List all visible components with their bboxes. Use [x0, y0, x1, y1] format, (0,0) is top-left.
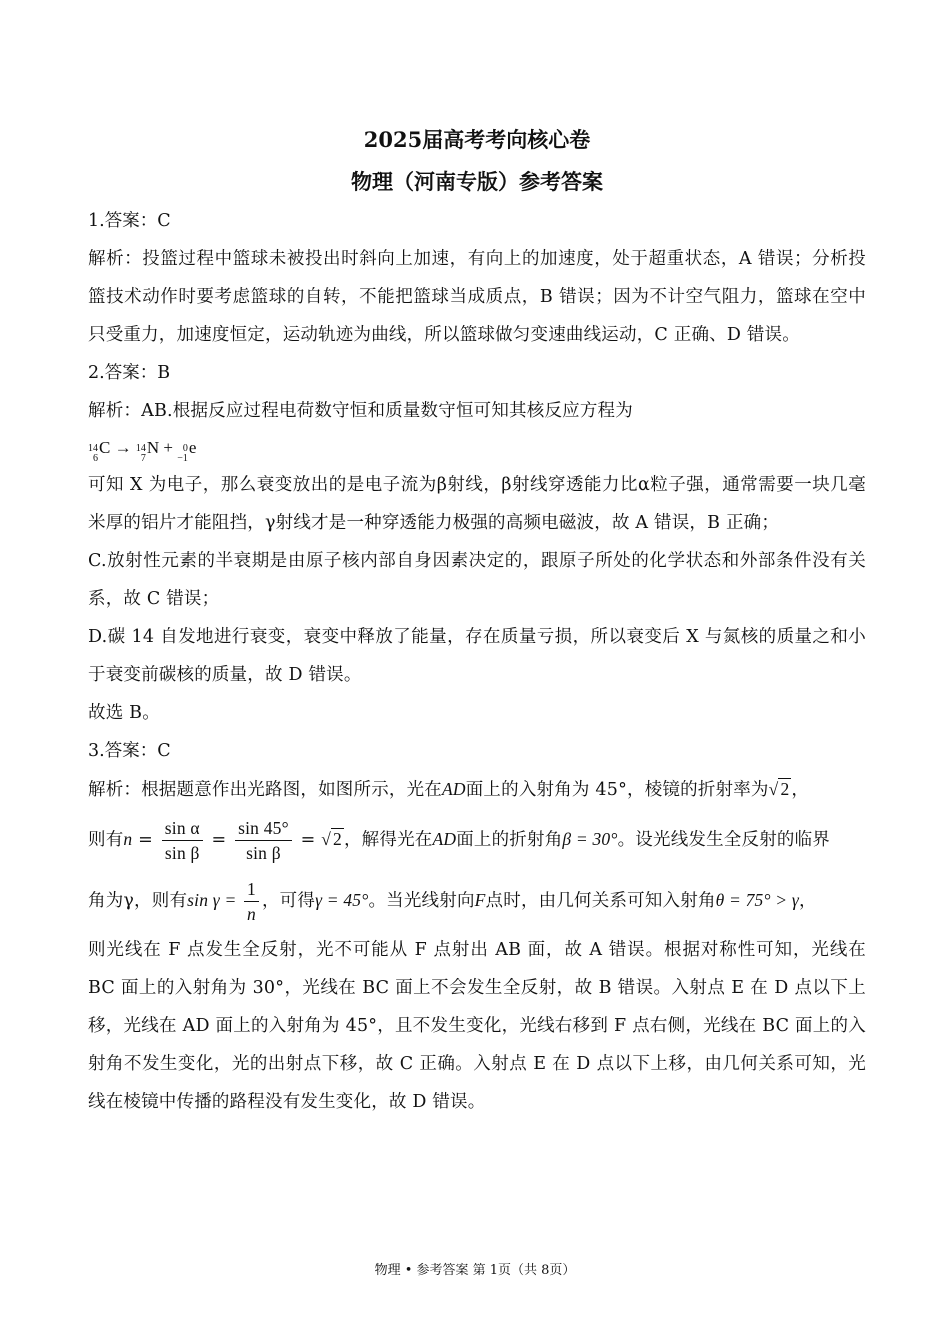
q3-text: 点时，由几何关系可知入射角: [485, 891, 716, 911]
q3-answer: 3.答案：C: [88, 741, 171, 761]
q3-line3: 角为γ，则有sin γ = $\frac{1}{n}$ ，可得γ = 45°。当光线射向F点时，由几何关系可知入射角θ = 75° > γ，: [88, 879, 817, 924]
q2-answer: 2.答案：B: [88, 363, 171, 383]
plus-sign: +: [163, 438, 173, 457]
sin-gamma: sin γ =: [187, 890, 242, 910]
exam-subtitle: 物理（河南专版）参考答案: [351, 169, 603, 194]
q1-answer: 1.答案：C: [88, 211, 171, 231]
page-content: [88, 118, 866, 1121]
carbon-symbol: C: [99, 438, 111, 457]
nitrogen-nuclide: [136, 430, 159, 466]
var-n: n: [123, 829, 133, 849]
gamma-equation: γ = 45°: [315, 890, 369, 910]
carbon-mass-number: 14: [88, 443, 98, 454]
theta-equation: θ = 75° > γ: [715, 890, 799, 910]
q3-text: 。当光线射向: [368, 891, 475, 911]
fraction-sin-alpha-sin-beta: $\frac{\text{sin α}}{\text{sin β}}$: [162, 816, 203, 865]
sqrt-two: √ 2: [768, 779, 790, 799]
nitrogen-symbol: N: [146, 438, 160, 457]
q3-line2: 则有n = $\frac{\text{sin α}}{\text{sin β}}$ = $\frac{\sin 45^\circ}{\text{sin β}}$ = √ 2 ，解得光在AD面上的折射角β = 30°。设光线发生全反射的临界: [88, 818, 830, 863]
electron-nuclide: [177, 430, 196, 466]
face-ad-label: AD: [432, 829, 457, 849]
q3-text: 面上的入射角为 45°，棱镜的折射率为: [465, 780, 769, 800]
sqrt-two: √ 2: [321, 829, 342, 849]
q2-para-d: D.碳 14 自发地进行衰变，衰变中释放了能量，存在质量亏损，所以衰变后 X 与氮核的质量之和小于衰变前碳核的质量，故 D 错误。: [88, 627, 866, 685]
point-f-label: F: [474, 890, 486, 910]
electron-symbol: e: [188, 438, 197, 457]
electron-charge-number: −1: [177, 453, 188, 464]
reaction-arrow: →: [114, 438, 132, 457]
q3-text: 则有: [88, 830, 124, 850]
carbon-charge-number: 6: [93, 453, 98, 464]
q2-para-ab: 可知 X 为电子，那么衰变放出的是电子流为β射线，β射线穿透能力比α粒子强，通常需要一块几毫米厚的铝片才能阻挡，γ射线才是一种穿透能力极强的高频电磁波，故 A 错误，B 正确；: [88, 475, 866, 533]
fraction-one-over-n: $\frac{1}{n}$: [244, 877, 259, 926]
nuclear-equation: [88, 430, 866, 466]
fraction-sin45-sin-beta: $\frac{\sin 45^\circ}{\text{sin β}}$: [235, 816, 292, 865]
beta-equation: β = 30°: [562, 829, 618, 849]
q2-para-c: C.放射性元素的半衰期是由原子核内部自身因素决定的，跟原子所处的化学状态和外部条件没有关系，故 C 错误；: [88, 551, 866, 609]
q3-analysis-rest: 则光线在 F 点发生全反射，光不可能从 F 点射出 AB 面，故 A 错误。根据对称性可知，光线在 BC 面上的入射角为 30°，光线在 BC 面上不会发生全反射，故 B 错误。入射点 E 在 D 点以下上移，光线在 AD 面上的入射角为 45°，且不发生变化，光线右移到 F 点右侧，光线在 BC 面上的入射角不发生变化，光的出射点下移，故 C 正确。入射点 E 在 D 点以下上移，由几何关系可知，光线在棱镜中传播的路程没有发生变化，故 D 错误。: [88, 940, 866, 1112]
q3-text: 面上的折射角: [456, 830, 563, 850]
face-ad-label: AD: [442, 779, 466, 799]
nitrogen-charge-number: 7: [140, 453, 146, 464]
nitrogen-mass-number: 14: [135, 443, 146, 454]
page-footer: 物理 • 参考答案 第 1页（共 8页）: [374, 1263, 576, 1278]
exam-title: 2025届高考考向核心卷: [363, 127, 591, 152]
q3-text: 角为γ，则有: [88, 891, 188, 911]
q2-analysis-intro: 解析：AB.根据反应过程电荷数守恒和质量数守恒可知其核反应方程为: [88, 401, 633, 421]
q3-line1: 解析：根据题意作出光路图，如图所示，光在AD面上的入射角为 45°，棱镜的折射率为√ 2 ，: [88, 779, 810, 800]
carbon-nuclide: [88, 430, 110, 466]
q3-text: ，解得光在: [343, 830, 433, 850]
q3-text: 解析：根据题意作出光路图，如图所示，光在: [88, 780, 442, 800]
q2-conclusion: 故选 B。: [88, 703, 160, 723]
q1-analysis: 解析：投篮过程中篮球未被投出时斜向上加速，有向上的加速度，处于超重状态，A 错误；分析投篮技术动作时要考虑篮球的自转，不能把篮球当成质点，B 错误；因为不计空气阻力，篮球在空中只受重力，加速度恒定，运动轨迹为曲线，所以篮球做匀变速曲线运动，C 正确、D 错误。: [88, 249, 866, 345]
q3-text: ，可得: [261, 891, 316, 911]
electron-mass-number: 0: [182, 443, 188, 454]
q3-text: 。设光线发生全反射的临界: [617, 830, 830, 850]
